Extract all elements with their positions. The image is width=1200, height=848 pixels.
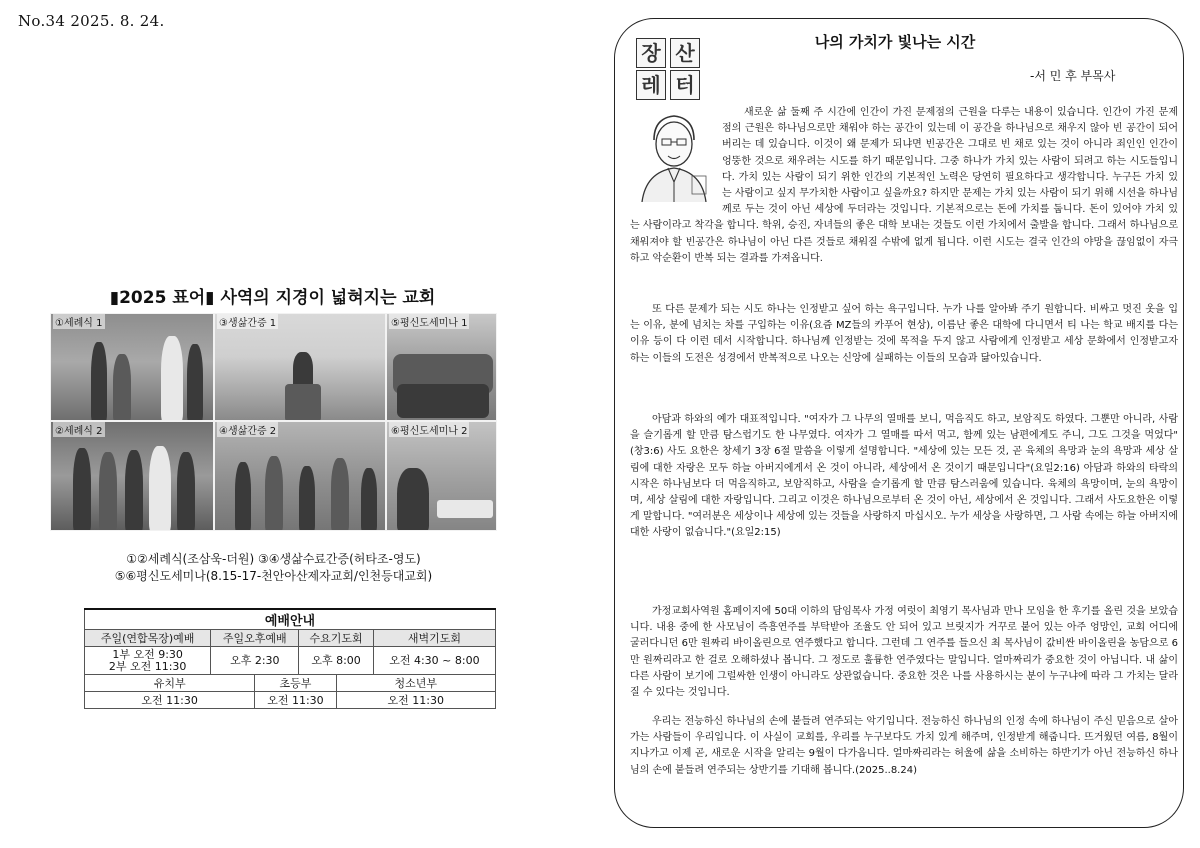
letter-paragraph: 우리는 전능하신 하나님의 손에 붙들려 연주되는 악기입니다. 전능하신 하나님의 인정 속에 하나님이 주신 믿음으로 살아가는 사람들이 우리입니다. 이 사실이 교회를, 우리를 누구보다도 가치 있게 해주며, 인정받게 해줍니다. 뜨거웠던 여름, 8월이 지나가고 이제 곧, 새로운 시작을 알리는 9월이 다가옵니다. 얼마짜리라는 허울에 삶을 소비하는 하반기가 아닌 전능하신 하나님의 손에 붙들려 연주되는 상반기를 기대해 봅니다.(2025..8.24) bbox=[630, 716, 1178, 776]
letter-author: -서 민 후 부목사 bbox=[1030, 69, 1116, 83]
worship-time: 1부 오전 9:30 2부 오전 11:30 bbox=[85, 647, 211, 675]
school-header: 초등부 bbox=[255, 675, 336, 692]
photo-testimony-2 bbox=[214, 421, 386, 531]
badge-char: 레 bbox=[636, 70, 666, 100]
letter-paragraph: 또 다른 문제가 되는 시도 하나는 인정받고 싶어 하는 욕구입니다. 누가 나를 알아봐 주기 원합니다. 비싸고 멋진 옷을 입는 이유, 분에 넘치는 차를 구입하는 이유(요즘 MZ들의 카푸어 현상), 이름난 좋은 대학에 다니면서 티 나는 학교 배지를 다는 이유 등이 다 이런 데서 시작합니다. 하나님께 인정받는 것에 목적을 두지 않고 사람에게 인정받고 세상 문화에서 인정받고자 하는 이들의 도전은 성경에서 반복적으로 나오는 신앙에 실패하는 이들의 모습과 닮아있습니다. bbox=[630, 304, 1178, 364]
school-header: 청소년부 bbox=[336, 675, 495, 692]
photo-seminar-1 bbox=[386, 313, 497, 421]
letter-paragraph: 아담과 하와의 예가 대표적입니다. "여자가 그 나무의 열매를 보니, 먹음직도 하고, 보암직도 하였다. 그뿐만 아니라, 사람을 슬기롭게 할 만큼 탐스럽기도 한 나무였다. 여자가 그 열매를 따서 먹고, 함께 있는 남편에게도 주니, 그도 그것을 먹었다"(창3:6) 사도 요한은 창세기 3장 6절 말씀을 이렇게 설명합니다. "세상에 있는 모든 것, 곧 육체의 욕망과 눈의 욕망과 세상 살림에 대한 자랑은 모두 하늘 아버지에게서 온 것이 아니라, 세상에서 온 것이기 때문입니다"(요일2:16) 아담과 하와의 타락의 시작은 하나님보다 더 먹음직하고, 보암직하고, 사람을 슬기롭게 할 만큼 탐스러움에 있습니다. 육체의 욕망이며, 눈의 욕망이며, 세상 살림에 대한 자랑입니다. 그리고 이것은 하나님으로부터 온 것이 아닌, 세상에서 온 것입니다. 그래서 사도요한은 이렇게 말합니다. "여러분은 세상이나 세상에 있는 것들을 사랑하지 마십시오. 누가 세상을 사랑하면, 그 사람 속에는 하늘 아버지에 대한 사랑이 없습니다."(요일2:15) bbox=[630, 414, 1178, 539]
photo-caption bbox=[50, 551, 497, 585]
photo-baptism-1 bbox=[50, 313, 214, 421]
worship-time: 오후 8:00 bbox=[299, 647, 373, 675]
photo-label: ④생삶간증 2 bbox=[217, 422, 278, 437]
caption-line: ⑤⑥평신도세미나(8.15-17-천안아산제자교회/인천등대교회) bbox=[114, 569, 433, 583]
letter-paragraph: 가정교회사역원 홈페이지에 50대 이하의 담임목사 가정 여럿이 최영기 목사님과 만나 모임을 한 후기를 올린 것을 보았습니다. 내용 중에 한 사모님이 즉흥연주를 부탁받아 조율도 안 되어 있고 브릿지가 거꾸로 붙어 있는 아주 엉망인, 교회 어디에 굴러다니던 6만 원짜리 바이올린으로 연주했다고 합니다. 그런데 그 연주를 들으신 최 목사님이 값비싼 바이올린을 농담으로 6만 원짜리라고 한 걸로 오해하셨나 봅니다. 그 정도로 훌륭한 연주였다는 말입니다. 얼마짜리가 중요한 것이 아닙니다. 내 삶이 다른 사람이 보기에 그럴싸한 인생이 아니라도 상관없습니다. 중요한 것은 나를 사용하시는 분이 누구냐에 따라 그 가치는 달라질 수 있다는 것입니다. bbox=[630, 606, 1178, 699]
worship-header: 새벽기도회 bbox=[373, 630, 495, 647]
school-time: 오전 11:30 bbox=[255, 692, 336, 709]
photo-label: ③생삶간증 1 bbox=[217, 314, 278, 329]
badge-char: 터 bbox=[670, 70, 700, 100]
letter-badge bbox=[636, 38, 702, 100]
worship-time: 오전 4:30 ~ 8:00 bbox=[373, 647, 495, 675]
worship-header: 수요기도회 bbox=[299, 630, 373, 647]
school-header: 유치부 bbox=[85, 675, 255, 692]
photo-baptism-2 bbox=[50, 421, 214, 531]
worship-time: 오후 2:30 bbox=[211, 647, 299, 675]
caption-line: ①②세례식(조삼욱-더원) ③④생삶수료간증(허타조-영도) bbox=[126, 552, 421, 566]
worship-title: 예배안내 bbox=[85, 609, 496, 630]
worship-schedule-table bbox=[84, 608, 496, 709]
worship-header: 주일(연합목장)예배 bbox=[85, 630, 211, 647]
photo-testimony-1 bbox=[214, 313, 386, 421]
badge-char: 장 bbox=[636, 38, 666, 68]
motto-headline: ▮2025 표어▮ 사역의 지경이 넓혀지는 교회 bbox=[109, 288, 436, 308]
photo-label: ⑤평신도세미나 1 bbox=[389, 314, 469, 329]
letter-paragraph: 새로운 삶 둘째 주 시간에 인간이 가진 문제점의 근원을 다루는 내용이 있습니다. 인간이 가진 문제점의 근원은 하나님으로만 채워야 하는 공간이 있는데 이 공간을 하나님으로 채우지 않아 빈 공간이 되어 버리는 데 있습니다. 이것이 왜 문제가 되냐면 빈공간은 그대로 빈 채로 있는 것이 아니라 죄인인 인간이 엉뚱한 것으로 채우려는 시도를 하기 때문입니다. 그중 하나가 가치 있는 사람이 되려고 하는 시도들입니다. 가치 있는 사람이 되기 위한 인간의 기본적인 노력은 당연히 필요하다고 생각합니다. 누구든 가치 있는 사람이고 싶지 무가치한 사람이고 싶을까요? 하지만 문제는 가치 있는 사람이 되기 위해 시선을 하나님께로 두는 것이 아닌 세상에 두더라는 것입니다. 기본적으로는 돈에 가치를 둡니다. 돈이 있어야 가치 있는 사람이라고 착각을 합니다. 학위, 승진, 자녀들의 좋은 대학 보내는 것들도 이런 가치에서 출발을 합니다. 그래서 하나님으로 채워져야 할 빈공간은 하나님이 아닌 다른 것들로 채워질 수밖에 없게 됩니다. 이런 시도는 결국 인간의 야망을 끊임없이 자극하고 악순환이 반복 되는 결과를 가져옵니다. bbox=[630, 107, 1178, 264]
photo-label: ②세례식 2 bbox=[53, 422, 105, 437]
badge-char: 산 bbox=[670, 38, 700, 68]
photo-seminar-2 bbox=[386, 421, 497, 531]
issue-number: No.34 2025. 8. 24. bbox=[18, 12, 165, 30]
school-time: 오전 11:30 bbox=[336, 692, 495, 709]
worship-header: 주일오후예배 bbox=[211, 630, 299, 647]
letter-title: 나의 가치가 빛나는 시간 bbox=[814, 33, 976, 51]
photo-label: ⑥평신도세미나 2 bbox=[389, 422, 469, 437]
school-time: 오전 11:30 bbox=[85, 692, 255, 709]
photo-label: ①세례식 1 bbox=[53, 314, 105, 329]
photo-grid bbox=[50, 313, 497, 531]
